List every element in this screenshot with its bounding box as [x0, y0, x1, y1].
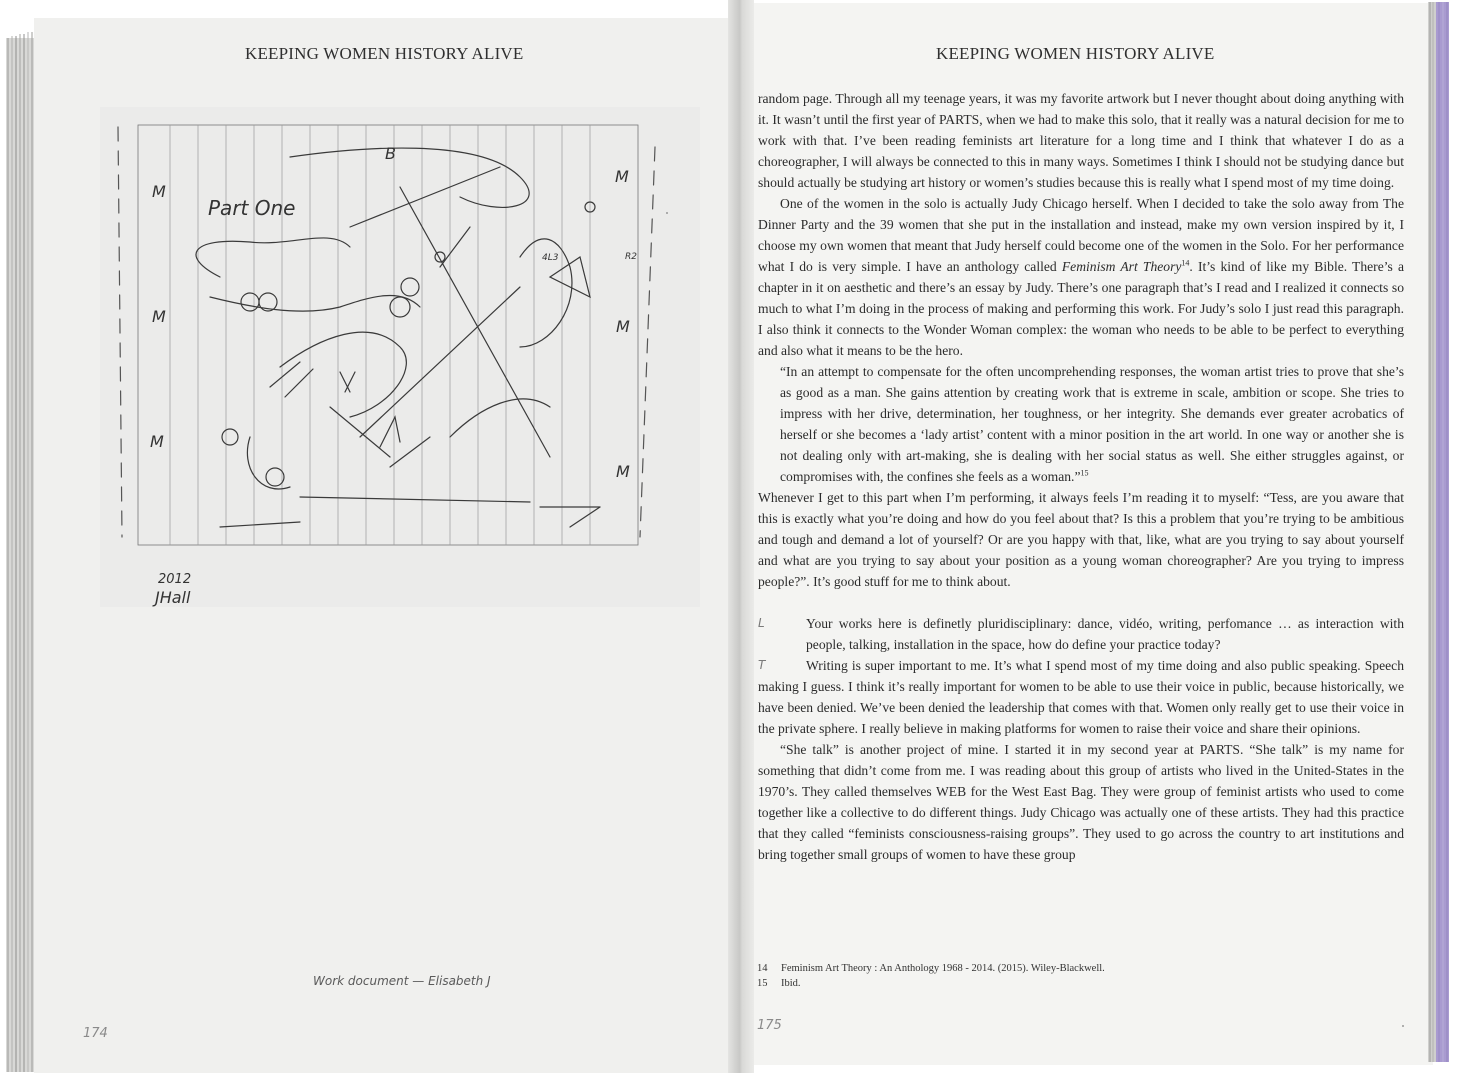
sketch-label-b: B: [385, 144, 396, 163]
paragraph: One of the women in the solo is actually Judy Chicago herself. When I decided to take the solo away from The Dinner Party and the 39 women that she put in the installation and instead, make my own version inspired by it, I choose my own women that meant that Judy herself could become one of the women in the Solo. For her performance what I do is very simple. I have an anthology called Feminism Art Theory$^{14}$. It’s kind of like my Bible. There’s a chapter in it on aesthetic and there’s an essay by Judy. There’s one paragraph that’s I read and I realized it connects so much to what I’m doing in the process of making and performing this work. For Judy’s solo I just read this paragraph. I also think it connects to the Wonder Woman complex: the woman who needs to be able to be perfect to everything and also what it means to be the hero.: [758, 196, 1404, 358]
answer-mark-initial: T: [758, 658, 766, 672]
book-title: Feminism Art Theory: [1061, 259, 1182, 274]
gutter: [728, 0, 754, 1073]
sketch-label-m-4: M: [615, 167, 629, 186]
choreography-sketch: [100, 107, 700, 607]
sketch-label-date: 2012: [158, 572, 192, 587]
image-caption: Work document — Elisabeth J: [313, 974, 491, 988]
sketch-label-m-5: M: [616, 317, 630, 336]
footnote: 15 Ibid.: [757, 978, 801, 989]
footnote-ref: 14: [1181, 258, 1190, 268]
sketch-label-r2: R2: [625, 252, 637, 262]
interview-answer: T Writing is super important to me. It’s what I spend most of my time doing and also public speaking. Speech making I guess. I think it’s really important for women to be able to use their voice in public, because historically, we have been denied. We’ve been denied the leadership that comes with that. Women only really get to use their voice in the private sphere. I really believe in making platforms for women to raise their voice and share their opinions.: [758, 655, 1404, 739]
footnotes: [757, 961, 1105, 991]
footnote: 14 Feminism Art Theory : An Anthology 1968 - 2014. (2015). Wiley-Blackwell.: [757, 963, 1105, 974]
paragraph: Whenever I get to this part when I’m performing, it always feels I’m reading it to myself: “Tess, are you aware that this is exactly what you’re doing and how do you feel about that? Is this a problem that you’re trying to be ambitious and tough and demand a lot of yourself? Or are you happy with that, like, what are you trying to say about yourself and what are you trying to say about your position as a young woman choreographer? Are you trying to impress people?”. It’s good stuff for me to think about.: [758, 490, 1404, 589]
sketch-label-m-3: M: [150, 432, 164, 451]
sketch-label-signature: JHall: [155, 588, 191, 607]
sketch-label-m-6: M: [616, 462, 630, 481]
interview-question: L Your works here is definetly pluridisciplinary: dance, vidéo, writing, perfomance … as interaction with people, talking, installation in the space, how do define your practice today?: [758, 613, 1404, 655]
body-text: [758, 88, 1404, 865]
paragraph: random page. Through all my teenage years, it was my favorite artwork but I never thought about doing anything with it. It wasn’t until the first year of PARTS, when we had to make this solo, that it really was a natural decision for me to work with that. I’ve been reading feminists art literature for a long time and I think that whatever I do as a choreographer, I will always be connected to this in many ways. Sometimes I think I should not be studying dance but should actually be studying art history or women’s studies because this is really what I spend most of my time doing.: [758, 91, 1404, 190]
sketch-label-m-2: M: [152, 307, 166, 326]
sketch-label-4l3: 4L3: [542, 253, 559, 263]
page-speck: [1402, 1025, 1404, 1027]
page-speck: [666, 212, 668, 214]
right-page-edges: [1428, 2, 1450, 1062]
question-mark-initial: L: [758, 616, 765, 630]
block-quote: “In an attempt to compensate for the often uncomprehending responses, the woman artist tries to prove that she’s as good as a man. She gains attention by creating work that is extreme in scale, ambition or scope. She tries to impress with her drive, determination, her toughness, or her integrity. She demands ever greater acrobatics of herself or she becomes a ‘lady artist’ content with a minor position in the art world. In one way or another she is not dealing only with art-making, she is dealing with her social status as well. She either struggles against, or compromises with, the confines she feels as a woman.”$^{15}$: [780, 364, 1404, 484]
running-head-left: KEEPING WOMEN HISTORY ALIVE: [245, 44, 524, 63]
page-number-right: 175: [757, 1018, 782, 1033]
running-head-right: KEEPING WOMEN HISTORY ALIVE: [936, 44, 1215, 63]
page-number-left: 174: [83, 1026, 108, 1041]
footnote-ref: 15: [1080, 468, 1089, 478]
sketch-label-m-1: M: [152, 182, 166, 201]
paragraph: “She talk” is another project of mine. I started it in my second year at PARTS. “She talk” is my name for something that didn’t come from me. I was reading about this group of artists who lived in the United-States in the 1970’s. They called themselves WEB for the West East Bag. They were group of feminist artists who used to come together like a collective to do different things. Judy Chicago was actually one of these artists. They had this practice that they called “feminists consciousness-raising groups”. They used to go across the country to art institutions and bring together small groups of women to have these group: [758, 742, 1404, 862]
sketch-label-part-one: Part One: [208, 196, 296, 220]
sketch-drawing: [100, 107, 700, 607]
